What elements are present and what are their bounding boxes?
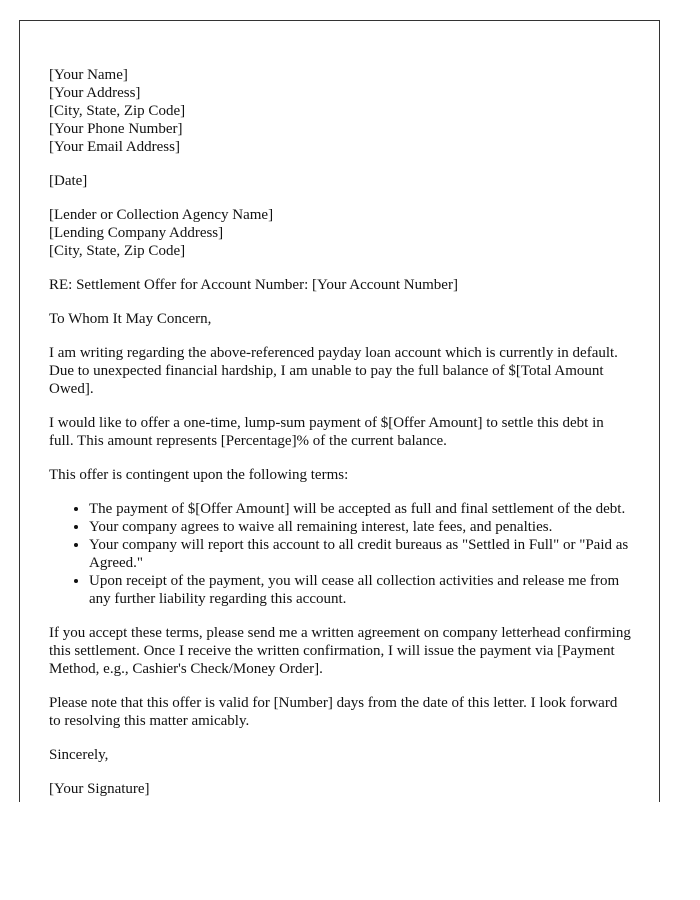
term-item: • The payment of $[Offer Amount] will be accepted as full and final settlement of the debt. — [89, 500, 631, 518]
body-paragraph: This offer is contingent upon the following terms: — [49, 467, 349, 483]
body-paragraph: Please note that this offer is valid for [Number] days from the date of this letter. I look forward to resolving this matter amicably. — [49, 695, 618, 729]
sender-name: [Your Name] — [49, 67, 128, 83]
term-item: • Your company will report this account to all credit bureaus as "Settled in Full" or "Paid as Agreed." — [89, 536, 631, 572]
terms-list — [49, 500, 631, 608]
salutation: To Whom It May Concern, — [49, 311, 212, 327]
recipient-address: [Lending Company Address] — [49, 225, 224, 241]
sender-address: [Your Address] — [49, 85, 141, 101]
term-item: • Your company agrees to waive all remaining interest, late fees, and penalties. — [89, 518, 631, 536]
sender-email: [Your Email Address] — [49, 139, 180, 155]
letter-page — [19, 20, 660, 802]
body-paragraph: I am writing regarding the above-referenced payday loan account which is currently in default. Due to unexpected financial hardship, I am unable to pay the full balance of $[Total Amount Owed]. — [49, 345, 618, 397]
sender-phone: [Your Phone Number] — [49, 121, 183, 137]
sender-city: [City, State, Zip Code] — [49, 103, 186, 119]
signature: [Your Signature] — [49, 781, 150, 797]
subject-line: RE: Settlement Offer for Account Number: [Your Account Number] — [49, 277, 458, 293]
recipient-city: [City, State, Zip Code] — [49, 243, 186, 259]
body-paragraph: If you accept these terms, please send me a written agreement on company letterhead confirming this settlement. Once I receive the written confirmation, I will issue the payment via [Payment Method, e.g., Cashier's Check/Money Order]. — [49, 625, 631, 677]
closing: Sincerely, — [49, 747, 109, 763]
letter-date: [Date] — [49, 173, 88, 189]
body-paragraph: I would like to offer a one-time, lump-sum payment of $[Offer Amount] to settle this debt in full. This amount represents [Percentage]% of the current balance. — [49, 415, 604, 449]
term-item: • Upon receipt of the payment, you will cease all collection activities and release me from any further liability regarding this account. — [89, 572, 631, 608]
recipient-name: [Lender or Collection Agency Name] — [49, 207, 274, 223]
